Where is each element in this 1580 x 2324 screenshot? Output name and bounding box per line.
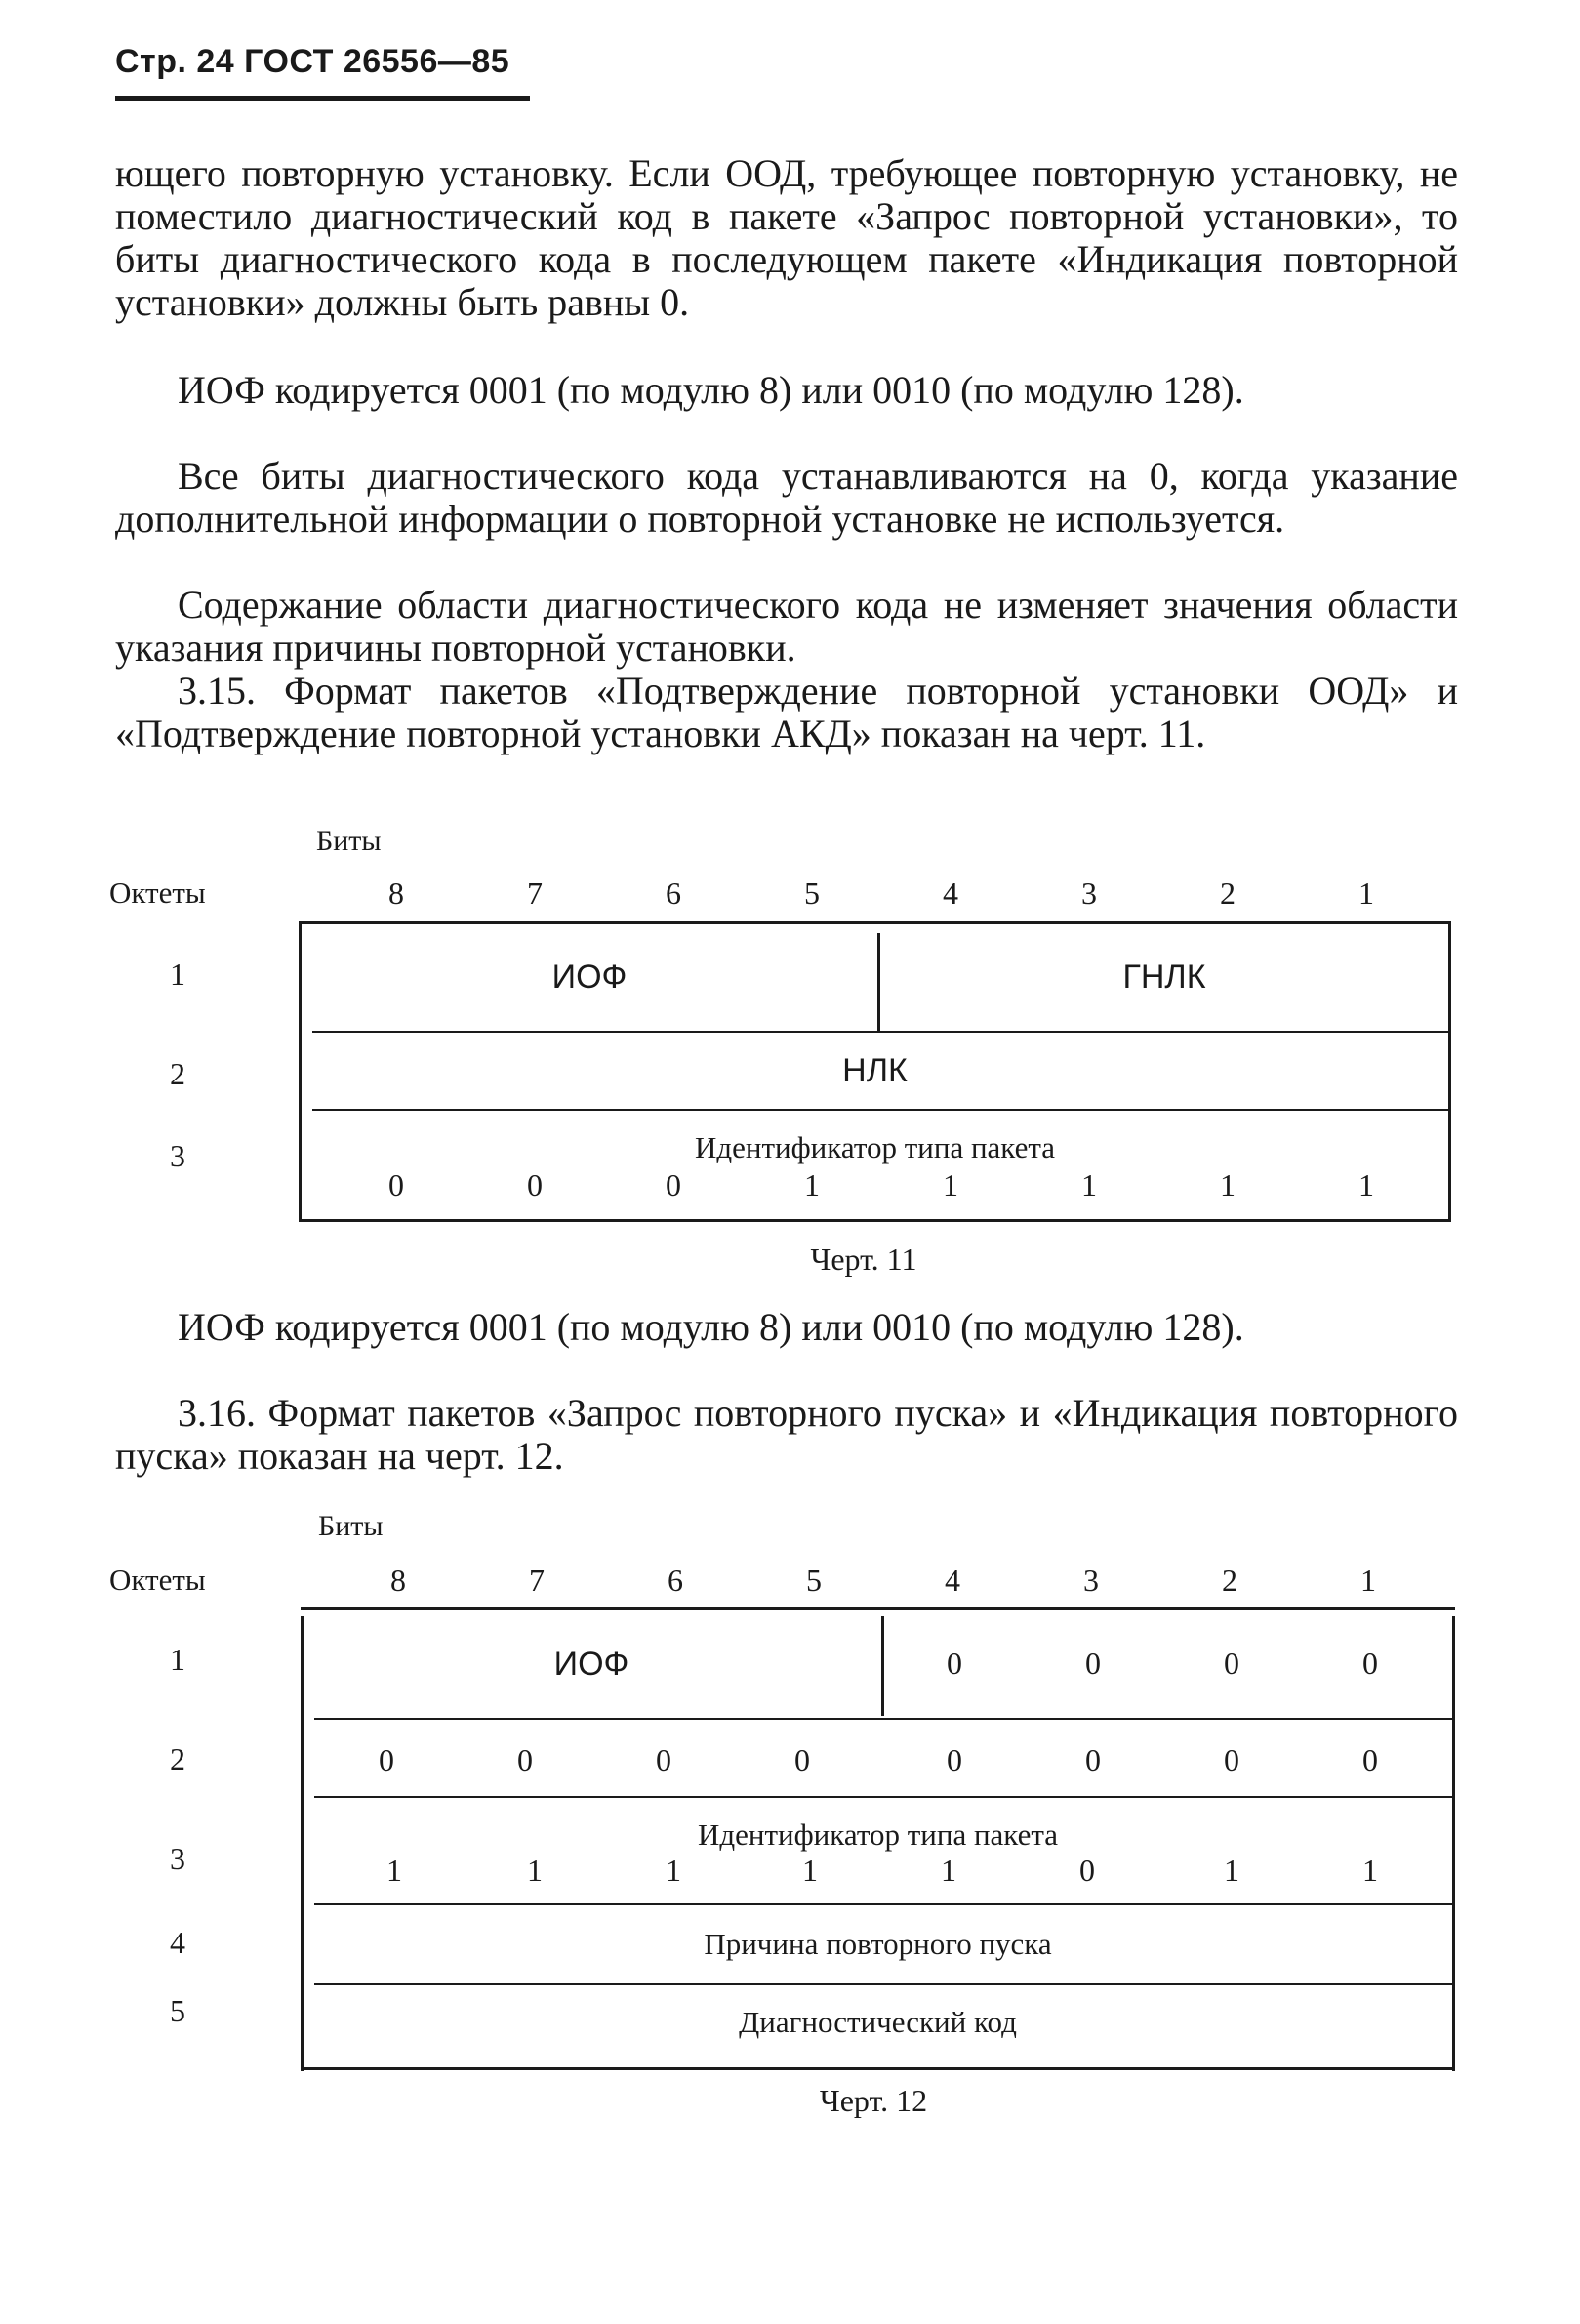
packet-type-bit: 1 [527, 1853, 543, 1888]
packet-type-bit: 1 [386, 1853, 402, 1888]
packet-type-bit: 0 [1079, 1853, 1095, 1888]
paragraph-7: 3.16. Формат пакетов «Запрос повторного пуска» и «Индикация повторного пуска» показан на черт. 12. [115, 1391, 1458, 1478]
field-nlk: НЛК [842, 1052, 908, 1089]
bits-label: Биты [318, 1510, 384, 1542]
row1-bit: 0 [1362, 1646, 1378, 1681]
row2-bit: 0 [794, 1742, 810, 1777]
bit-number-1: 1 [1360, 1563, 1376, 1598]
row-divider [314, 1983, 1452, 1985]
field-restart-cause: Причина повторного пуска [704, 1927, 1052, 1961]
packet-type-bit: 1 [1220, 1167, 1236, 1203]
bit-number-5: 5 [806, 1563, 822, 1598]
octet-number-3: 3 [170, 1841, 185, 1876]
bit-number-7: 7 [529, 1563, 545, 1598]
row2-bit: 0 [1224, 1742, 1239, 1777]
bit-number-8: 8 [388, 876, 404, 911]
packet-type-bit: 1 [802, 1853, 818, 1888]
header-rule [115, 96, 530, 101]
bit-number-4: 4 [945, 1563, 960, 1598]
row2-bit: 0 [656, 1742, 671, 1777]
field-gnlk: ГНЛК [1122, 958, 1206, 996]
packet-type-bit: 0 [666, 1167, 681, 1203]
row2-bit: 0 [379, 1742, 394, 1777]
packet-type-bit: 0 [527, 1167, 543, 1203]
running-header: Стр. 24 ГОСТ 26556—85 [115, 43, 510, 80]
row-divider [314, 1903, 1452, 1905]
bit-number-8: 8 [390, 1563, 406, 1598]
bit-number-6: 6 [668, 1563, 683, 1598]
bit-number-5: 5 [804, 876, 820, 911]
octet-number-5: 5 [170, 1993, 185, 2028]
bit-number-2: 2 [1220, 876, 1236, 911]
octets-label: Октеты [109, 1563, 206, 1597]
paragraph-1: ющего повторную установку. Если ООД, требующее повторную установку, не поместило диагностический код в пакете «Запрос повторной установки», то биты диагностического кода в последующем пакете «Индикация повторной установки» должны быть равны 0. [115, 151, 1458, 324]
row-divider [312, 1109, 1448, 1111]
packet-type-bit: 1 [1358, 1167, 1374, 1203]
octet-number-2: 2 [170, 1741, 185, 1776]
packet-type-bit: 1 [1362, 1853, 1378, 1888]
packet-type-bit: 1 [941, 1853, 956, 1888]
table-bottom-border [299, 1219, 1451, 1222]
octets-label: Октеты [109, 876, 206, 910]
table-right-border [1448, 921, 1451, 1221]
row2-bit: 0 [1362, 1742, 1378, 1777]
field-iof: ИОФ [551, 958, 628, 996]
row-divider [312, 1031, 1448, 1033]
table-right-border [1452, 1616, 1455, 2071]
bit-number-3: 3 [1083, 1563, 1099, 1598]
paragraph-4: Содержание области диагностического кода не изменяет значения области указания причины повторной установки. [115, 583, 1458, 670]
paragraph-3: Все биты диагностического кода устанавливаются на 0, когда указание дополнительной информации о повторной установке не используется. [115, 454, 1458, 541]
packet-type-bit: 1 [666, 1853, 681, 1888]
table-top-border [299, 921, 1451, 924]
paragraph-5: 3.15. Формат пакетов «Подтверждение повторной установки ООД» и «Подтверждение повторной установки АКД» показан на черт. 11. [115, 669, 1458, 755]
bit-number-1: 1 [1358, 876, 1374, 911]
packet-type-bit: 1 [943, 1167, 958, 1203]
row1-bit: 0 [947, 1646, 962, 1681]
field-diagnostic-code: Диагностический код [739, 2005, 1017, 2039]
bit-number-2: 2 [1222, 1563, 1237, 1598]
row-divider [314, 1796, 1452, 1798]
table-top-border [301, 1607, 1455, 1610]
row2-bit: 0 [1085, 1742, 1101, 1777]
field-iof: ИОФ [553, 1646, 629, 1683]
octet-number-1: 1 [170, 957, 185, 992]
bit-number-6: 6 [666, 876, 681, 911]
octet-number-3: 3 [170, 1138, 185, 1173]
figure-caption: Черт. 11 [810, 1242, 917, 1277]
field-divider [881, 1616, 884, 1716]
table-bottom-border [301, 2067, 1455, 2070]
bit-number-3: 3 [1081, 876, 1097, 911]
row2-bit: 0 [947, 1742, 962, 1777]
octet-number-4: 4 [170, 1925, 185, 1960]
bits-label: Биты [316, 825, 382, 857]
paragraph-2: ИОФ кодируется 0001 (по модулю 8) или 0010 (по модулю 128). [178, 368, 1244, 412]
paragraph-6: ИОФ кодируется 0001 (по модулю 8) или 0010 (по модулю 128). [178, 1305, 1244, 1349]
row2-bit: 0 [517, 1742, 533, 1777]
figure-caption: Черт. 12 [819, 2083, 928, 2118]
row1-bit: 0 [1224, 1646, 1239, 1681]
octet-number-2: 2 [170, 1056, 185, 1091]
row-divider [314, 1718, 1452, 1720]
packet-type-bit: 1 [1224, 1853, 1239, 1888]
bit-number-4: 4 [943, 876, 958, 911]
packet-type-label: Идентификатор типа пакета [694, 1130, 1056, 1164]
row1-bit: 0 [1085, 1646, 1101, 1681]
packet-type-bit: 1 [804, 1167, 820, 1203]
octet-number-1: 1 [170, 1642, 185, 1677]
bit-number-7: 7 [527, 876, 543, 911]
packet-type-bit: 1 [1081, 1167, 1097, 1203]
packet-type-label: Идентификатор типа пакета [697, 1817, 1059, 1852]
packet-type-bit: 0 [388, 1167, 404, 1203]
